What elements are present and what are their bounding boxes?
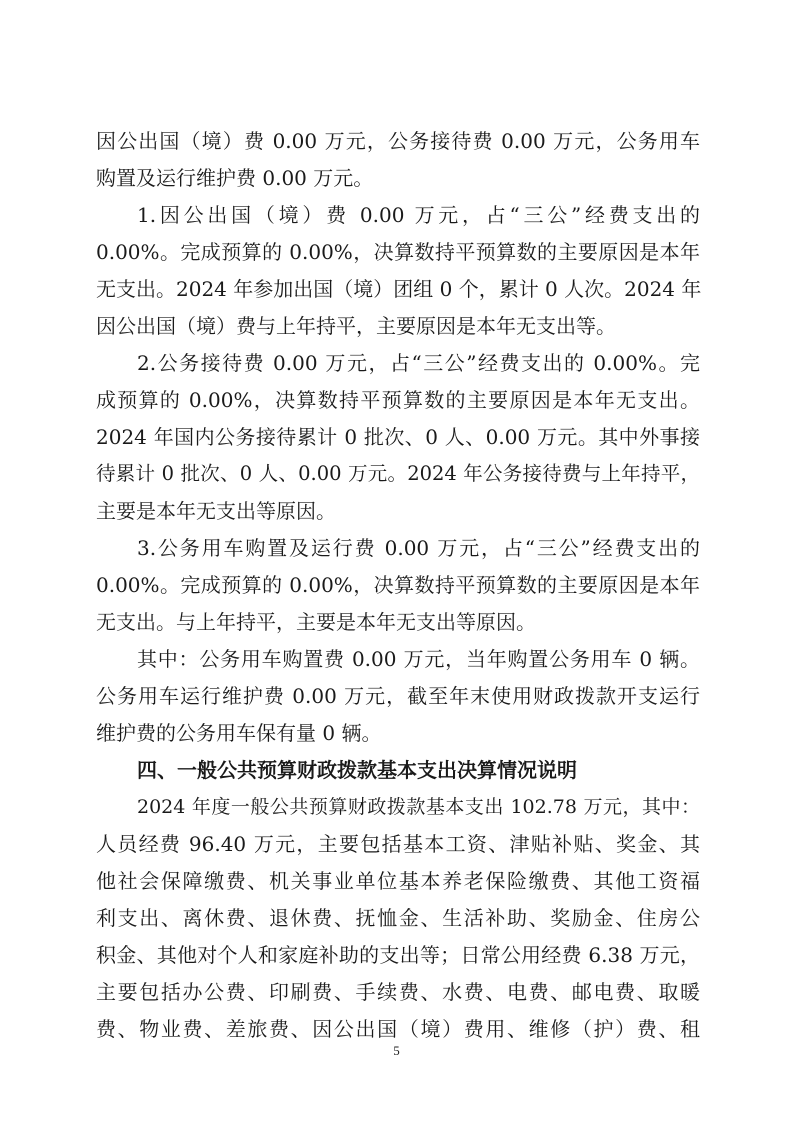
text-line: 2024 年国内公务接待累计 0 批次、0 人、0.00 万元。其中外事接 bbox=[96, 425, 700, 449]
text-line: 积金、其他对个人和家庭补助的支出等；日常公用经费 6.38 万元， bbox=[96, 943, 700, 967]
page-number: 5 bbox=[393, 1043, 400, 1058]
text-line: 人员经费 96.40 万元，主要包括基本工资、津贴补贴、奖金、其 bbox=[96, 832, 700, 856]
section-heading: 四、一般公共预算财政拨款基本支出决算情况说明 bbox=[137, 758, 577, 782]
text-line: 主要是本年无支出等原因。 bbox=[96, 499, 336, 523]
text-line: 公务用车运行维护费 0.00 万元，截至年末使用财政拨款开支运行 bbox=[96, 684, 700, 708]
text-line: 0.00%。完成预算的 0.00%，决算数持平预算数的主要原因是本年 bbox=[96, 573, 700, 597]
text-line: 利支出、离休费、退休费、抚恤金、生活补助、奖励金、住房公 bbox=[96, 906, 700, 930]
text-line: 他社会保障缴费、机关事业单位基本养老保险缴费、其他工资福 bbox=[96, 869, 700, 893]
text-line: 费、物业费、差旅费、因公出国（境）费用、维修（护）费、租 bbox=[96, 1017, 700, 1041]
text-line: 购置及运行维护费 0.00 万元。 bbox=[96, 166, 374, 190]
text-line: 0.00%。完成预算的 0.00%，决算数持平预算数的主要原因是本年 bbox=[96, 240, 700, 264]
text-line: 因公出国（境）费与上年持平，主要原因是本年无支出等。 bbox=[96, 314, 616, 338]
text-line: 因公出国（境）费 0.00 万元，公务接待费 0.00 万元，公务用车 bbox=[96, 129, 700, 153]
paragraph-line: 其中：公务用车购置费 0.00 万元，当年购置公务用车 0 辆。 bbox=[137, 647, 700, 671]
paragraph-line: 2024 年度一般公共预算财政拨款基本支出 102.78 万元，其中： bbox=[137, 796, 700, 818]
text-line: 待累计 0 批次、0 人、0.00 万元。2024 年公务接待费与上年持平， bbox=[96, 462, 700, 485]
text-line: 成预算的 0.00%，决算数持平预算数的主要原因是本年无支出。 bbox=[96, 388, 700, 412]
text-line: 无支出。2024 年参加出国（境）团组 0 个，累计 0 人次。2024 年 bbox=[96, 277, 702, 301]
text-line: 维护费的公务用车保有量 0 辆。 bbox=[96, 721, 382, 745]
text-line: 主要包括办公费、印刷费、手续费、水费、电费、邮电费、取暖 bbox=[96, 980, 700, 1004]
paragraph-line: 2.公务接待费 0.00 万元，占“三公”经费支出的 0.00%。完 bbox=[137, 351, 700, 375]
paragraph-line: 3.公务用车购置及运行费 0.00 万元，占“三公”经费支出的 bbox=[137, 536, 700, 560]
paragraph-line: 1.因公出国（境）费 0.00 万元，占“三公”经费支出的 bbox=[137, 203, 700, 227]
text-line: 无支出。与上年持平，主要是本年无支出等原因。 bbox=[96, 610, 536, 634]
